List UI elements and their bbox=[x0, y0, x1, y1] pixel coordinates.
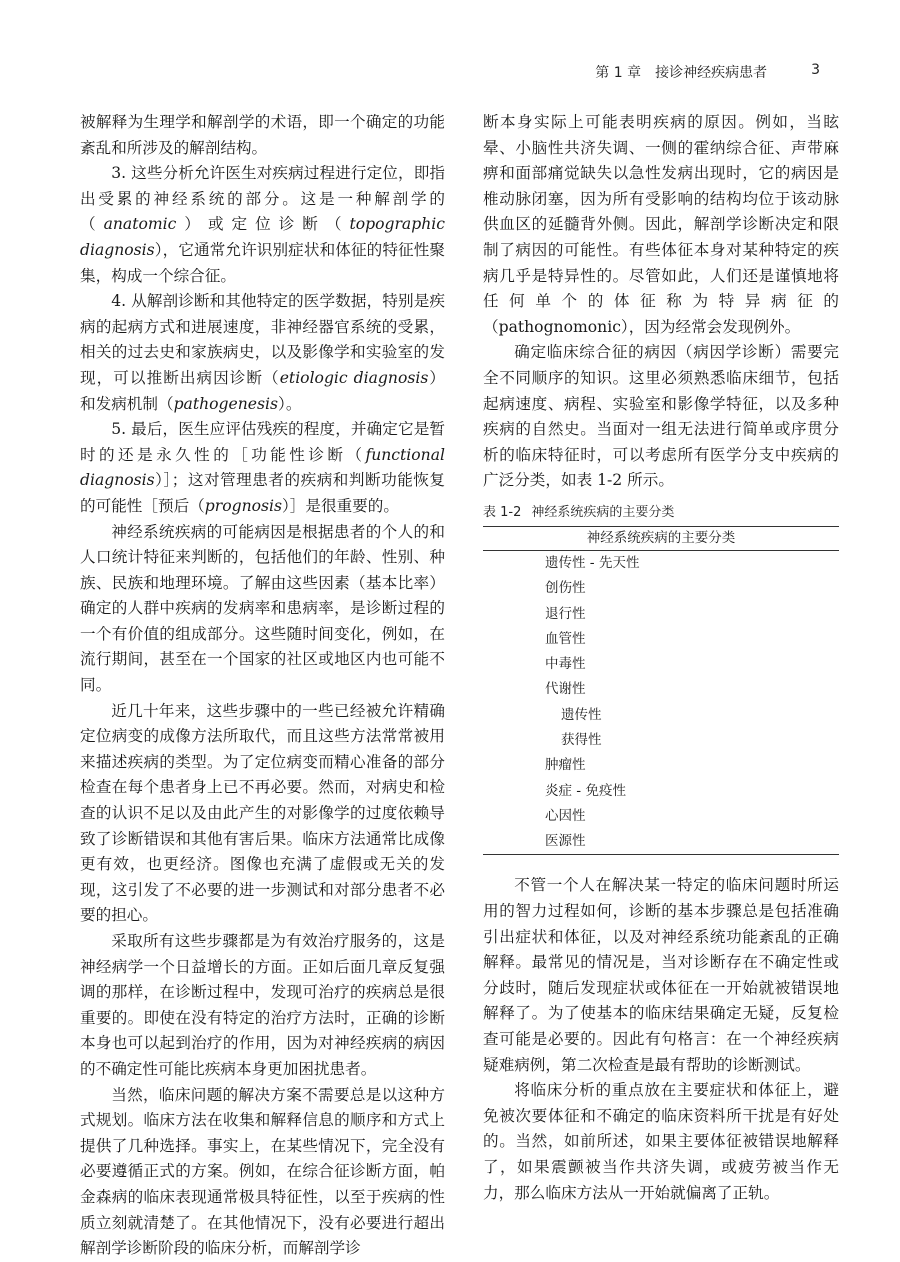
paragraph: 4. 从解剖诊断和其他特定的医学数据，特别是疾病的起病方式和进展速度，非神经器官系统的受累，相关的过去史和家族病史，以及影像学和实验室的发现，可以推断出病因诊断（etiologic diagnosis）和发病机制（pathogenesis）。 bbox=[80, 292, 445, 413]
table-row bbox=[483, 804, 839, 829]
paragraph: 当然，临床问题的解决方案不需要总是以这种方式规划。临床方法在收集和解释信息的顺序和方式上提供了几种选择。事实上，在某些情况下，完全没有必要遵循正式的方案。例如，在综合征诊断方面，帕金森病的临床表现通常极具特征性，以至于疾病的性质立刻就清楚了。在其他情况下，没有必要进行超出解剖学诊断阶段的临床分析，而解剖学诊 bbox=[80, 1085, 445, 1258]
left-column bbox=[80, 110, 445, 1262]
table-cell: 代谢性 bbox=[545, 681, 586, 698]
table-row bbox=[483, 576, 839, 601]
table-cell: 心因性 bbox=[545, 807, 586, 824]
table-label: 表 1-2 bbox=[483, 504, 522, 520]
table-row bbox=[483, 550, 839, 576]
table-cell: 中毒性 bbox=[545, 656, 586, 673]
table-cell: 退行性 bbox=[545, 605, 586, 622]
running-header bbox=[595, 62, 820, 82]
paragraph: 确定临床综合征的病因（病因学诊断）需要完全不同顺序的知识。这里必须熟悉临床细节，包括起病速度、病程、实验室和影像学特征，以及多种疾病的自然史。当面对一组无法进行简单或序贯分析的临床特征时，可以考虑所有医学分支中疾病的广泛分类，如表 1-2 所示。 bbox=[483, 343, 839, 490]
table-cell: 获得性 bbox=[561, 731, 602, 748]
table-row bbox=[483, 602, 839, 627]
paragraph: 5. 最后，医生应评估残疾的程度，并确定它是暂时的还是永久性的［功能性诊断（functional diagnosis）］；这对管理患者的疾病和判断功能恢复的可能性［预后（prognosis）］是很重要的。 bbox=[80, 420, 445, 515]
right-column bbox=[483, 110, 839, 1206]
table-cell: 炎症 - 免疫性 bbox=[545, 782, 626, 799]
table-row bbox=[483, 779, 839, 804]
paragraph: 断本身实际上可能表明疾病的原因。例如，当眩晕、小脑性共济失调、一侧的霍纳综合征、声带麻痹和面部痛觉缺失以急性发病出现时，它的病因是椎动脉闭塞，因为所有受影响的结构均位于该动脉供血区的延髓背外侧。因此，解剖学诊断决定和限制了病因的可能性。有些体征本身对某种特定的疾病几乎是特异性的。尽管如此，人们还是谨慎地将任何单个的体征称为特异病征的（pathognomonic），因为经常会发现例外。 bbox=[483, 113, 839, 336]
classification-table bbox=[483, 526, 839, 856]
paragraph: 神经系统疾病的可能病因是根据患者的个人的和人口统计特征来判断的，包括他们的年龄、性别、种族、民族和地理环境。了解由这些因素（基本比率）确定的人群中疾病的发病率和患病率，是诊断过程的一个有价值的组成部分。这些随时间变化，例如，在流行期间，甚至在一个国家的社区或地区内也可能不同。 bbox=[80, 522, 445, 695]
table-cell: 血管性 bbox=[545, 630, 586, 647]
paragraph: 3. 这些分析允许医生对疾病过程进行定位，即指出受累的神经系统的部分。这是一种解剖学的（anatomic）或定位诊断（topographic diagnosis），它通常允许识别症状和体征的特征性聚集，构成一个综合征。 bbox=[80, 164, 445, 285]
table-cell: 遗传性 - 先天性 bbox=[545, 554, 640, 571]
table-cell: 医源性 bbox=[483, 829, 839, 855]
table-row bbox=[483, 753, 839, 778]
table-row bbox=[483, 677, 839, 702]
chapter-title: 第 1 章 接诊神经疾病患者 bbox=[595, 65, 768, 81]
table-row bbox=[483, 652, 839, 677]
table-caption bbox=[483, 504, 839, 522]
table-title: 神经系统疾病的主要分类 bbox=[531, 504, 675, 520]
table-row bbox=[483, 829, 839, 855]
paragraph: 不管一个人在解决某一特定的临床问题时所运用的智力过程如何，诊断的基本步骤总是包括准确引出症状和体征，以及对神经系统功能紊乱的正确解释。最常见的情况是，当对诊断存在不确定性或分歧时，随后发现症状或体征在一开始就被错误地解释了。为了使基本的临床结果确定无疑，反复检查可能是必要的。因此有句格言：在一个神经疾病疑难病例，第二次检查是最有帮助的诊断测试。 bbox=[483, 876, 839, 1074]
table-row bbox=[483, 703, 839, 728]
table-row bbox=[483, 627, 839, 652]
paragraph: 将临床分析的重点放在主要症状和体征上，避免被次要体征和不确定的临床资料所干扰是有好处的。当然，如前所述，如果主要体征被错误地解释了，如果震颤被当作共济失调，或疲劳被当作无力，那么临床方法从一开始就偏离了正轨。 bbox=[483, 1081, 839, 1202]
table-header: 神经系统疾病的主要分类 bbox=[483, 526, 839, 550]
table-row bbox=[483, 728, 839, 753]
paragraph: 采取所有这些步骤都是为有效治疗服务的，这是神经病学一个日益增长的方面。正如后面几章反复强调的那样，在诊断过程中，发现可治疗的疾病总是很重要的。即使在没有特定的治疗方法时，正确的诊断本身也可以起到治疗的作用，因为对神经疾病的病因的不确定性可能比疾病本身更加困扰患者。 bbox=[80, 932, 445, 1078]
paragraph: 近几十年来，这些步骤中的一些已经被允许精确定位病变的成像方法所取代，而且这些方法常常被用来描述疾病的类型。为了定位病变而精心准备的部分检查在每个患者身上已不再必要。然而，对病史和检查的认识不足以及由此产生的对影像学的过度依赖导致了诊断错误和其他有害后果。临床方法通常比成像更有效，也更经济。图像也充满了虚假或无关的发现，这引发了不必要的进一步测试和对部分患者不必要的担心。 bbox=[80, 701, 445, 925]
table-cell: 创伤性 bbox=[545, 580, 586, 597]
classification-table-block bbox=[483, 504, 839, 856]
table-cell: 肿瘤性 bbox=[545, 757, 586, 774]
table-cell: 遗传性 bbox=[561, 706, 602, 723]
page-number: 3 bbox=[811, 62, 820, 78]
paragraph: 被解释为生理学和解剖学的术语，即一个确定的功能紊乱和所涉及的解剖结构。 bbox=[80, 113, 445, 157]
